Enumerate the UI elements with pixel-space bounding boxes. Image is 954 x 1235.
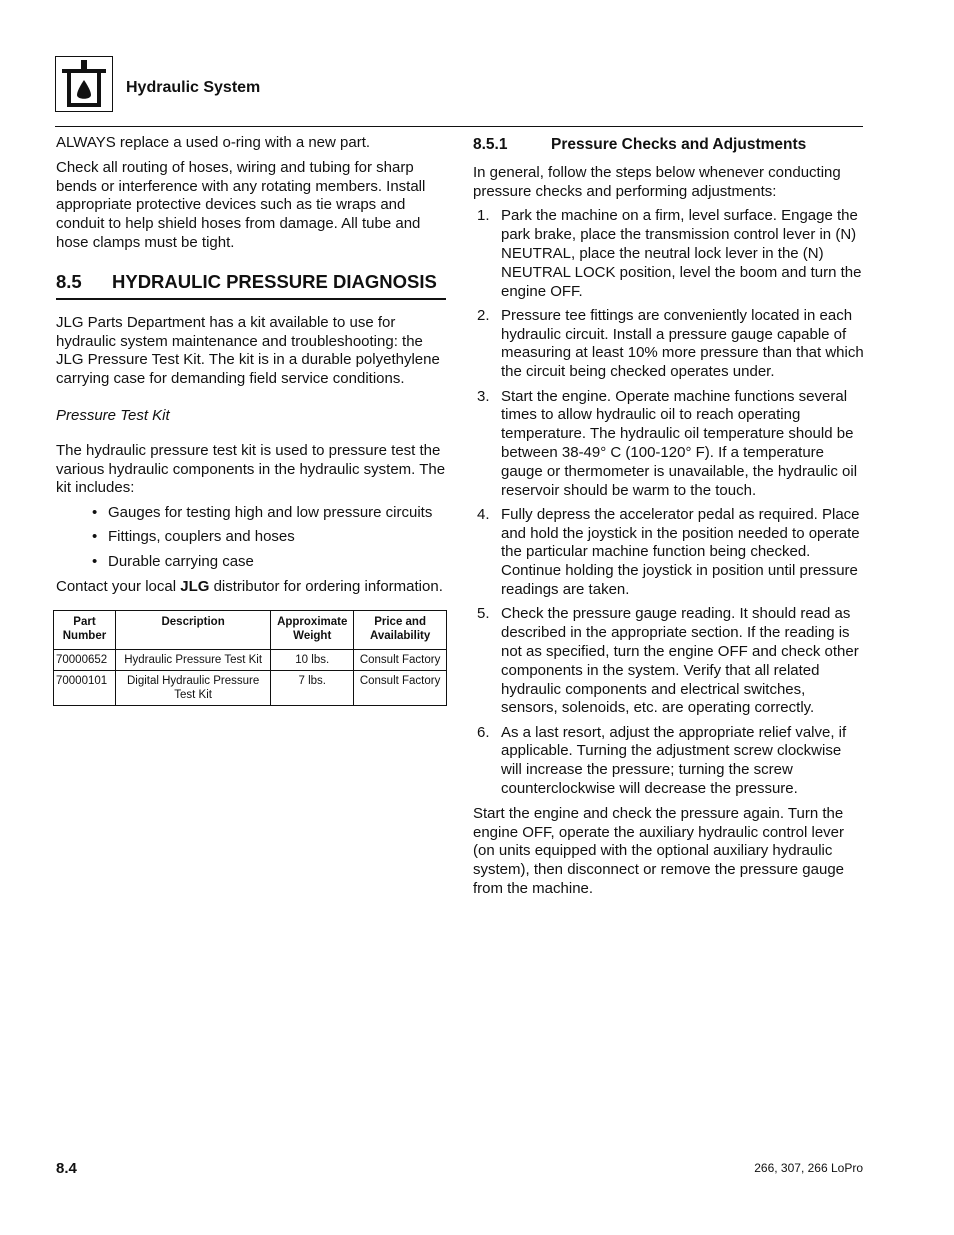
section-number: 8.5 [56, 270, 82, 292]
col-weight: Approximate Weight [271, 611, 354, 650]
list-item: • Gauges for testing high and low pressure circuits [108, 504, 451, 523]
header-title: Hydraulic System [126, 79, 261, 96]
subsection-title: Pressure Checks and Adjustments [551, 136, 807, 153]
contact-paragraph: Contact your local JLG distributor for ordering information. [56, 577, 443, 595]
list-item: 4. Fully depress the accelerator pedal as required. Place and hold the joystick in the position needed to operate the particular machine function being checked. Continue holding the joystick in position until pressure readings are taken. [477, 505, 860, 599]
page-number: 8.4 [56, 1160, 77, 1177]
left-column [56, 134, 451, 706]
col-description: Description [115, 611, 270, 650]
kit-subheading: Pressure Test Kit [56, 406, 170, 424]
list-item: • Fittings, couplers and hoses [108, 528, 451, 547]
oring-paragraph: ALWAYS replace a used o-ring with a new part. [56, 134, 371, 151]
section-title: HYDRAULIC PRESSURE DIAGNOSIS [112, 270, 437, 292]
col-part-number: Part Number [54, 611, 116, 650]
closing-paragraph: Start the engine and check the pressure again. Turn the engine OFF, operate the auxiliary hydraulic control lever (on units equipped with the optional auxiliary hydraulic system), then disconnect or remove the pressure gauge from the machine. [473, 804, 845, 897]
hydraulic-logo [55, 56, 113, 112]
kit-intro-paragraph: JLG Parts Department has a kit available to use for hydraulic system maintenance and troubleshooting: the JLG Pressure Test Kit. The kit is in a durable polyethylene carrying case for demanding field service conditions. [56, 313, 440, 388]
list-item: • Durable carrying case [108, 553, 451, 572]
right-column [473, 134, 865, 905]
col-price: Price and Availability [354, 611, 447, 650]
routing-paragraph: Check all routing of hoses, wiring and tubing for sharp bends or interference with any rotating members. Install appropriate protective devices such as tie wraps and conduit to help shield hoses from damage. All tube and hose clamps must be tight. [56, 158, 426, 251]
header-divider [55, 126, 863, 127]
steps-list [473, 207, 865, 798]
model-numbers: 266, 307, 266 LoPro [754, 1161, 863, 1175]
table-row: 70000652 Hydraulic Pressure Test Kit 10 lbs. Consult Factory [54, 650, 447, 671]
subsection-number: 8.5.1 [473, 136, 508, 153]
steps-intro-paragraph: In general, follow the steps below whenever conducting pressure checks and performing adjustments: [473, 163, 841, 200]
section-heading [56, 271, 446, 300]
list-item: 6. As a last resort, adjust the appropriate relief valve, if applicable. Turning the adjustment screw clockwise will increase the pressure; turning the screw counterclockwise will decrease the pressure. [477, 723, 847, 797]
list-item: 3. Start the engine. Operate machine functions several times to allow hydraulic oil to reach operating temperature. The hydraulic oil temperature should be between 38-49° C (100-120° F). If a temperature gauge or thermometer is unavailable, the hydraulic oil reservoir should be warm to the touch. [477, 387, 858, 499]
parts-table [53, 610, 447, 706]
list-item: 5. Check the pressure gauge reading. It should read as described in the appropriate section. If the reading is not as specified, turn the engine OFF and check other components in the system. Verify that all related hydraulic components and electrical switches, sensors, solenoids, etc. are operating correctly. [477, 605, 859, 717]
kit-description-paragraph: The hydraulic pressure test kit is used to pressure test the various hydraulic components in the hydraulic system. The kit includes: [56, 441, 446, 497]
hydraulic-cylinder-icon [59, 60, 109, 108]
jlg-brand: JLG [180, 577, 210, 595]
table-row: 70000101 Digital Hydraulic Pressure Test Kit 7 lbs. Consult Factory [54, 671, 447, 706]
list-item: 1. Park the machine on a firm, level surface. Engage the park brake, place the transmission control lever in (N) NEUTRAL, place the neutral lock lever in the (N) NEUTRAL LOCK position, level the boom and turn the engine OFF. [477, 207, 862, 300]
kit-contents-list [56, 504, 451, 571]
list-item: 2. Pressure tee fittings are conveniently located in each hydraulic circuit. Install a pressure gauge capable of measuring at least 10% more pressure than that which the circuit being checked operates under. [477, 306, 864, 381]
table-header-row [54, 611, 447, 650]
subsection-heading [473, 136, 865, 155]
